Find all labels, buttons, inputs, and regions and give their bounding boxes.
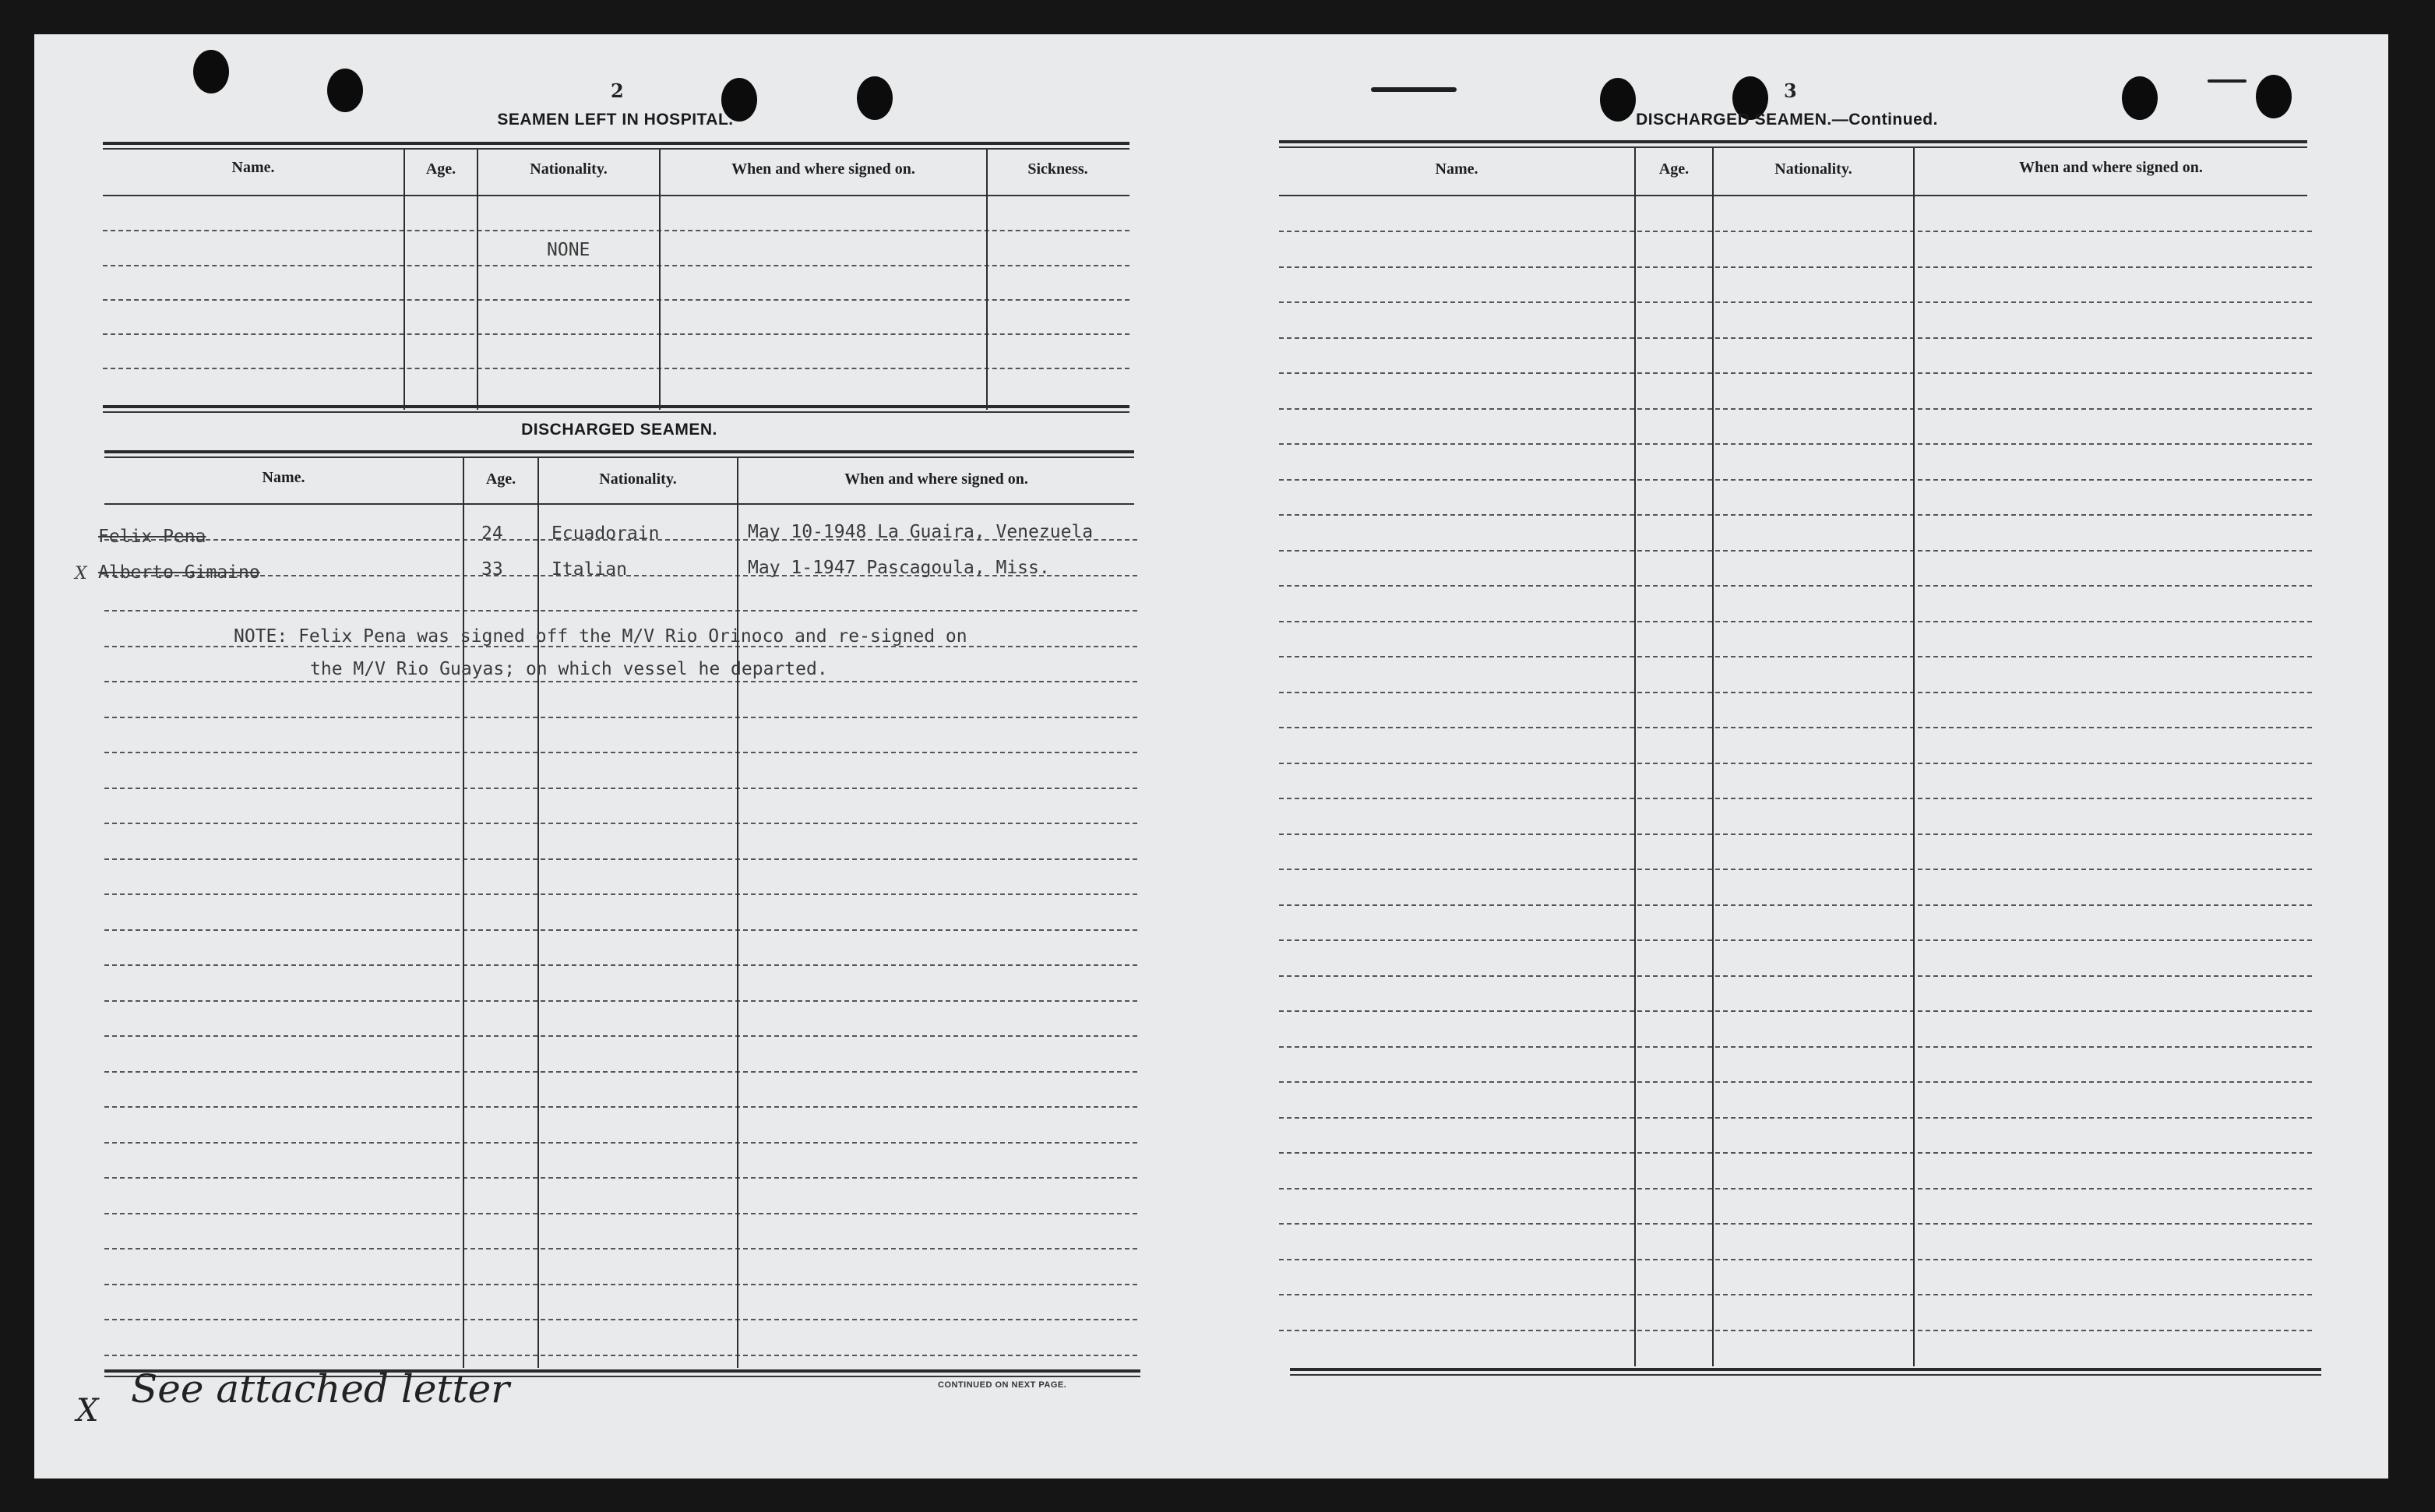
ruled-line — [1279, 798, 2312, 799]
ruled-line — [104, 1319, 1137, 1320]
ruled-line — [1279, 656, 2312, 657]
ruled-line — [1279, 231, 2312, 232]
ruled-line — [1279, 1081, 2312, 1083]
ruled-line — [1279, 408, 2312, 410]
ruled-line — [1279, 1259, 2312, 1260]
punch-hole — [193, 50, 229, 93]
ruled-line — [1279, 1010, 2312, 1012]
right-col-signed-on: When and where signed on. — [2019, 159, 2203, 176]
note-line-1: NOTE: Felix Pena was signed off the M/V Rio Orinoco and re-signed on — [234, 626, 967, 647]
hospital-col-nationality: Nationality. — [530, 160, 608, 178]
ruled-line — [104, 1000, 1137, 1002]
hospital-col-sickness: Sickness. — [1027, 160, 1088, 178]
punch-hole — [2122, 76, 2158, 120]
ruled-line — [104, 1284, 1137, 1285]
ruled-line — [1279, 727, 2312, 728]
hospital-section-title: SEAMEN LEFT IN HOSPITAL. — [497, 111, 734, 129]
right-page-title: DISCHARGED SEAMEN.—Continued. — [1636, 111, 1938, 129]
ink-smudge — [1371, 87, 1457, 92]
ruled-line — [1279, 763, 2312, 764]
page-number-left: 2 — [611, 79, 624, 102]
handwritten-note: See attached letter — [131, 1366, 510, 1412]
ruled-line — [104, 1142, 1137, 1144]
row-signed-on: May 10-1948 La Guaira, Venezuela — [748, 522, 1094, 542]
ruled-line — [1279, 301, 2312, 303]
ledger-sheet — [34, 34, 2388, 1479]
punch-hole — [857, 76, 893, 120]
hospital-col-name: Name. — [231, 159, 275, 176]
row-mark: X — [75, 564, 87, 583]
ruled-line — [104, 1248, 1137, 1249]
right-col-age: Age. — [1658, 160, 1690, 178]
discharged-col-signed-on: When and where signed on. — [844, 471, 1028, 488]
ruled-line — [1279, 904, 2312, 906]
ruled-line — [1279, 1223, 2312, 1225]
ruled-line — [104, 823, 1137, 824]
ruled-line — [1279, 621, 2312, 622]
ruled-line — [1279, 443, 2312, 445]
ruled-line — [1279, 1152, 2312, 1154]
ruled-line — [104, 858, 1137, 860]
ruled-line — [1279, 1188, 2312, 1190]
ruled-line — [1279, 550, 2312, 552]
discharged-col-name: Name. — [262, 469, 305, 486]
row-name: Felix Pena — [98, 527, 206, 547]
ruled-line — [1279, 939, 2312, 941]
ruled-line — [104, 752, 1137, 753]
ruled-line — [104, 610, 1137, 611]
discharged-col-nationality: Nationality. — [599, 471, 677, 488]
punch-hole — [2256, 75, 2292, 118]
ruled-line — [1279, 585, 2312, 587]
row-age: 24 — [481, 523, 503, 544]
ruled-line — [1279, 692, 2312, 693]
ruled-line — [1279, 975, 2312, 977]
punch-hole — [327, 69, 363, 112]
continued-footer: CONTINUED ON NEXT PAGE. — [938, 1380, 1067, 1390]
ruled-line — [1279, 514, 2312, 516]
ruled-line — [1279, 1330, 2312, 1331]
ruled-line — [104, 788, 1137, 789]
ruled-line — [104, 1355, 1137, 1356]
row-nationality: Ecuadorain — [551, 523, 660, 544]
hospital-col-signed-on: When and where signed on. — [731, 160, 915, 178]
ruled-line — [104, 1035, 1137, 1037]
page-number-right: 3 — [1784, 79, 1797, 102]
row-signed-on: May 1-1947 Pascagoula, Miss. — [748, 558, 1050, 578]
hospital-col-age: Age. — [425, 160, 456, 178]
hospital-entry: NONE — [547, 240, 590, 260]
ruled-line — [1279, 337, 2312, 339]
discharged-section-title: DISCHARGED SEAMEN. — [521, 421, 717, 439]
ruled-line — [104, 717, 1137, 718]
ruled-line — [104, 964, 1137, 966]
ruled-line — [1279, 869, 2312, 870]
ruled-line — [104, 1213, 1137, 1214]
discharged-col-age: Age. — [485, 471, 516, 488]
row-name: Alberto Gimaino — [98, 562, 260, 583]
ink-smudge — [2208, 79, 2246, 83]
ruled-line — [1279, 372, 2312, 374]
ruled-line — [1279, 1117, 2312, 1119]
ruled-line — [1279, 479, 2312, 481]
ruled-line — [104, 929, 1137, 931]
ruled-line — [104, 1106, 1137, 1108]
row-age: 33 — [481, 559, 503, 580]
ruled-line — [1279, 266, 2312, 268]
ruled-line — [1279, 1294, 2312, 1295]
ruled-line — [104, 681, 1137, 682]
ruled-line — [104, 1177, 1137, 1179]
ruled-line — [1279, 834, 2312, 835]
note-line-2: the M/V Rio Guayas; on which vessel he departed. — [310, 659, 828, 679]
ruled-line — [1279, 1046, 2312, 1048]
right-col-nationality: Nationality. — [1774, 160, 1852, 178]
row-nationality: Italian — [551, 559, 627, 580]
ruled-line — [104, 1071, 1137, 1073]
handwritten-mark: X — [76, 1393, 99, 1429]
ruled-line — [104, 893, 1137, 895]
right-col-name: Name. — [1435, 160, 1478, 178]
